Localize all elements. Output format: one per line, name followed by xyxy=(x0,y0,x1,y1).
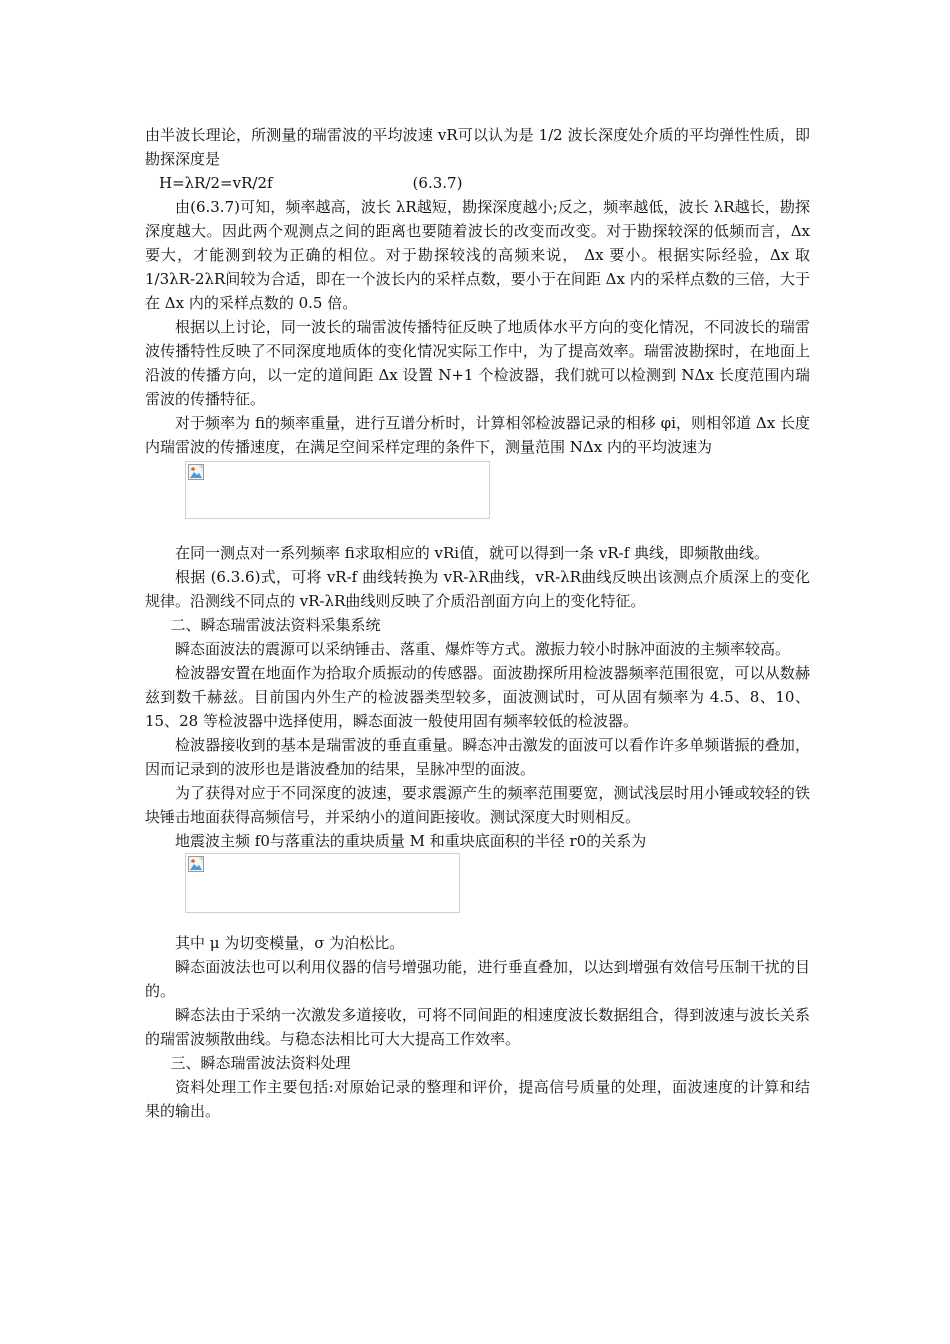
paragraph: 瞬态法由于采纳一次激发多道接收，可将不同间距的相速度波长数据组合，得到波速与波长关系的瑞雷波频散曲线。与稳态法相比可大大提高工作效率。 xyxy=(145,1006,810,1048)
formula: H=λR/2=vR/2f xyxy=(159,174,273,192)
paragraph: 由(6.3.7)可知，频率越高，波长 λR越短，勘探深度越小;反之，频率越低，波长 λR越长，勘探深度越大。因此两个观测点之间的距离也要随着波长的改变而改变。对于勘探较深的低频而言，Δx 要大，才能测到较为正确的相位。对于勘探较浅的高频来说， Δx 要小。根据实际经验，Δx 取 1/3λR-2λR间较为合适，即在一个波长内的采样点数，要小于在间距 Δx 内的采样点数的三倍，大于在 Δx 内的采样点数的 0.5 倍。 xyxy=(145,198,810,312)
paragraph: 在同一测点对一系列频率 fi求取相应的 vRi值，就可以得到一条 vR-f 典线，即频散曲线。 xyxy=(175,544,770,562)
formula-image-placeholder xyxy=(185,853,460,913)
paragraph: 资料处理工作主要包括:对原始记录的整理和评价，提高信号质量的处理，面波速度的计算和结果的输出。 xyxy=(145,1078,810,1120)
paragraph: 为了获得对应于不同深度的波速，要求震源产生的频率范围要宽，测试浅层时用小锤或较轻的铁块锤击地面获得高频信号，并采纳小的道间距接收。测试深度大时则相反。 xyxy=(145,784,810,826)
broken-image-icon xyxy=(188,856,204,872)
paragraph: 由半波长理论，所测量的瑞雷波的平均波速 vR可以认为是 1/2 波长深度处介质的平均弹性性质，即勘探深度是 xyxy=(145,126,810,168)
paragraph: 瞬态面波法的震源可以采纳锤击、落重、爆炸等方式。激振力较小时脉冲面波的主频率较高。 xyxy=(175,640,791,658)
paragraph: 地震波主频 f0与落重法的重块质量 M 和重块底面积的半径 r0的关系为 xyxy=(175,832,647,850)
document-body xyxy=(145,123,810,1123)
paragraph: 根据以上讨论，同一波长的瑞雷波传播特征反映了地质体水平方向的变化情况，不同波长的瑞雷波传播特性反映了不同深度地质体的变化情况实际工作中，为了提高效率。瑞雷波勘探时，在地面上沿波的传播方向，以一定的道间距 Δx 设置 N+1 个检波器，我们就可以检测到 NΔx 长度范围内瑞雷波的传播特征。 xyxy=(145,318,810,408)
section-heading: 三、瞬态瑞雷波法资料处理 xyxy=(170,1054,351,1072)
section-heading: 二、瞬态瑞雷波法资料采集系统 xyxy=(170,616,381,634)
paragraph: 检波器安置在地面作为拾取介质振动的传感器。面波勘探所用检波器频率范围很宽，可以从数赫兹到数千赫兹。目前国内外生产的检波器类型较多，面波测试时，可从固有频率为 4.5、8、10、15、28 等检波器中选择使用，瞬态面波一般使用固有频率较低的检波器。 xyxy=(145,664,810,730)
paragraph: 检波器接收到的基本是瑞雷波的垂直重量。瞬态冲击激发的面波可以看作许多单频谐振的叠加，因而记录到的波形也是谐波叠加的结果，呈脉冲型的面波。 xyxy=(145,736,810,778)
paragraph: 其中 μ 为切变模量，σ 为泊松比。 xyxy=(175,934,405,952)
paragraph: 根据 (6.3.6)式，可将 vR-f 曲线转换为 vR-λR曲线，vR-λR曲线反映出该测点介质深上的变化规律。沿测线不同点的 vR-λR曲线则反映了介质沿剖面方向上的变化特征。 xyxy=(145,568,810,610)
paragraph: 瞬态面波法也可以利用仪器的信号增强功能，进行垂直叠加，以达到增强有效信号压制干扰的目的。 xyxy=(145,958,810,1000)
formula-number: (6.3.7) xyxy=(412,174,463,192)
formula-line xyxy=(145,171,810,195)
paragraph: 对于频率为 fi的频率重量，进行互谱分析时，计算相邻检波器记录的相移 φi，则相邻道 Δx 长度内瑞雷波的传播速度，在满足空间采样定理的条件下，测量范围 NΔx 内的平均波速为 xyxy=(145,414,810,456)
formula-image-placeholder xyxy=(185,461,490,519)
broken-image-icon xyxy=(188,464,204,480)
